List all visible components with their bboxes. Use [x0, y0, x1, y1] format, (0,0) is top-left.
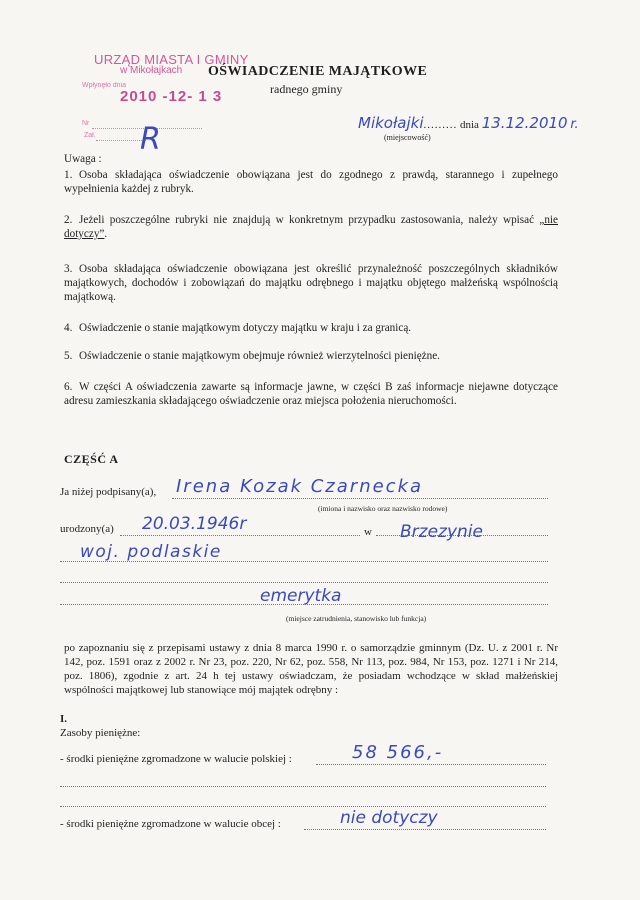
- region-value: woj. podlaskie: [80, 542, 222, 562]
- note-item-1: 1. Osoba składająca oświadczenie obowiązana jest do zgodnego z prawdą, starannego i zupełnego wypełnienia każdej z rubryk.: [64, 169, 558, 195]
- blank-line-2: [60, 786, 546, 787]
- pln-funds-label: - środki pieniężne zgromadzone w walucie polskiej :: [60, 753, 292, 765]
- pln-funds-value: 58 566,-: [352, 742, 444, 763]
- document-subtitle: radnego gminy: [270, 82, 343, 96]
- handwritten-mark: R: [140, 122, 161, 157]
- stamp-number-label: Nr: [82, 120, 90, 127]
- birth-place-value: Brzezynie: [400, 522, 483, 542]
- blank-line-3: [60, 806, 546, 807]
- foreign-funds-value: nie dotyczy: [340, 808, 438, 828]
- pln-funds-line: [316, 764, 546, 765]
- place-date-line: Mikołajki......... dnia 13.12.2010 r.: [358, 114, 579, 132]
- document-title: OŚWIADCZENIE MAJĄTKOWE: [208, 64, 428, 79]
- foreign-funds-line: [304, 829, 546, 830]
- statement-paragraph: po zapoznaniu się z przepisami ustawy z dnia 8 marca 1990 r. o samorządzie gminnym (Dz. U. z 2001 r. Nr 142, poz. 1591 oraz z 2002 r. Nr 23, poz. 220, Nr 62, poz. 558, Nr 113, poz. 984, Nr 153, poz. 1271 i Nr 214, poz. 1806), zgodnie z art. 24 h tej ustawy oświadczam, że posiadam wchodzące w skład małżeńskiej wspólności majątkowej lub stanowiące mój majątek odrębny :: [64, 642, 558, 696]
- place-value: Mikołajki: [358, 114, 424, 132]
- date-value: 13.12.2010: [481, 114, 568, 132]
- stamp-received-label: Wpłynęło dnia: [82, 82, 126, 89]
- stamp-attachment-label: Zał.: [84, 132, 96, 139]
- born-label: urodzony(a): [60, 523, 114, 535]
- stamp-office-name: URZĄD MIASTA I GMINY: [94, 52, 249, 67]
- not-applicable-phrase: „nie dotyczy”: [64, 214, 558, 240]
- signed-label: Ja niżej podpisany(a),: [60, 486, 157, 498]
- note-item-4: 4. Oświadczenie o stanie majątkowym dotyczy majątku w kraju i za granicą.: [64, 322, 412, 334]
- occupation-value: emerytka: [260, 586, 342, 606]
- w-label: w: [364, 526, 372, 538]
- note-item-5: 5. Oświadczenie o stanie majątkowym obejmuje również wierzytelności pieniężne.: [64, 350, 440, 362]
- year-suffix: r.: [570, 117, 579, 132]
- note-item-6: 6. W części A oświadczenia zawarte są informacje jawne, w części B zaś informacje niejawne dotyczące adresu zamieszkania składającego oświadczenie oraz miejsca położenia nieruchomości.: [64, 381, 558, 407]
- birth-date-line: [120, 535, 360, 536]
- name-line: [172, 498, 548, 499]
- occupation-caption: (miejsce zatrudnienia, stanowisko lub funkcja): [286, 614, 427, 623]
- section-1-heading: Zasoby pieniężne:: [60, 727, 141, 739]
- note-item-2: 2. Jeżeli poszczególne rubryki nie znajdują w konkretnym przypadku zastosowania, należy wpisać „nie dotyczy”.: [64, 214, 558, 240]
- part-a-heading: CZĘŚĆ A: [64, 452, 119, 466]
- stamp-attachment-line: [96, 140, 146, 141]
- blank-line-1: [60, 582, 548, 583]
- dnia-label: dnia: [460, 119, 479, 131]
- foreign-funds-label: - środki pieniężne zgromadzone w walucie obcej :: [60, 818, 281, 830]
- place-caption: (miejscowość): [384, 133, 431, 142]
- notes-heading: Uwaga :: [64, 153, 102, 165]
- stamp-date: 2010 -12- 1 3: [120, 88, 223, 105]
- section-1-number: I.: [60, 713, 68, 725]
- name-value: Irena Kozak Czarnecka: [176, 476, 424, 497]
- note-item-3: 3. Osoba składająca oświadczenie obowiązana jest określić przynależność poszczególnych składników majątkowych, dochodów i zobowiązań do majątku odrębnego i majątku objętego małżeńską wspólnością majątkową.: [64, 263, 558, 303]
- stamp-office-location: w Mikołajkach: [120, 65, 183, 76]
- birth-date-value: 20.03.1946r: [142, 514, 247, 534]
- name-caption: (imiona i nazwisko oraz nazwisko rodowe): [318, 504, 448, 513]
